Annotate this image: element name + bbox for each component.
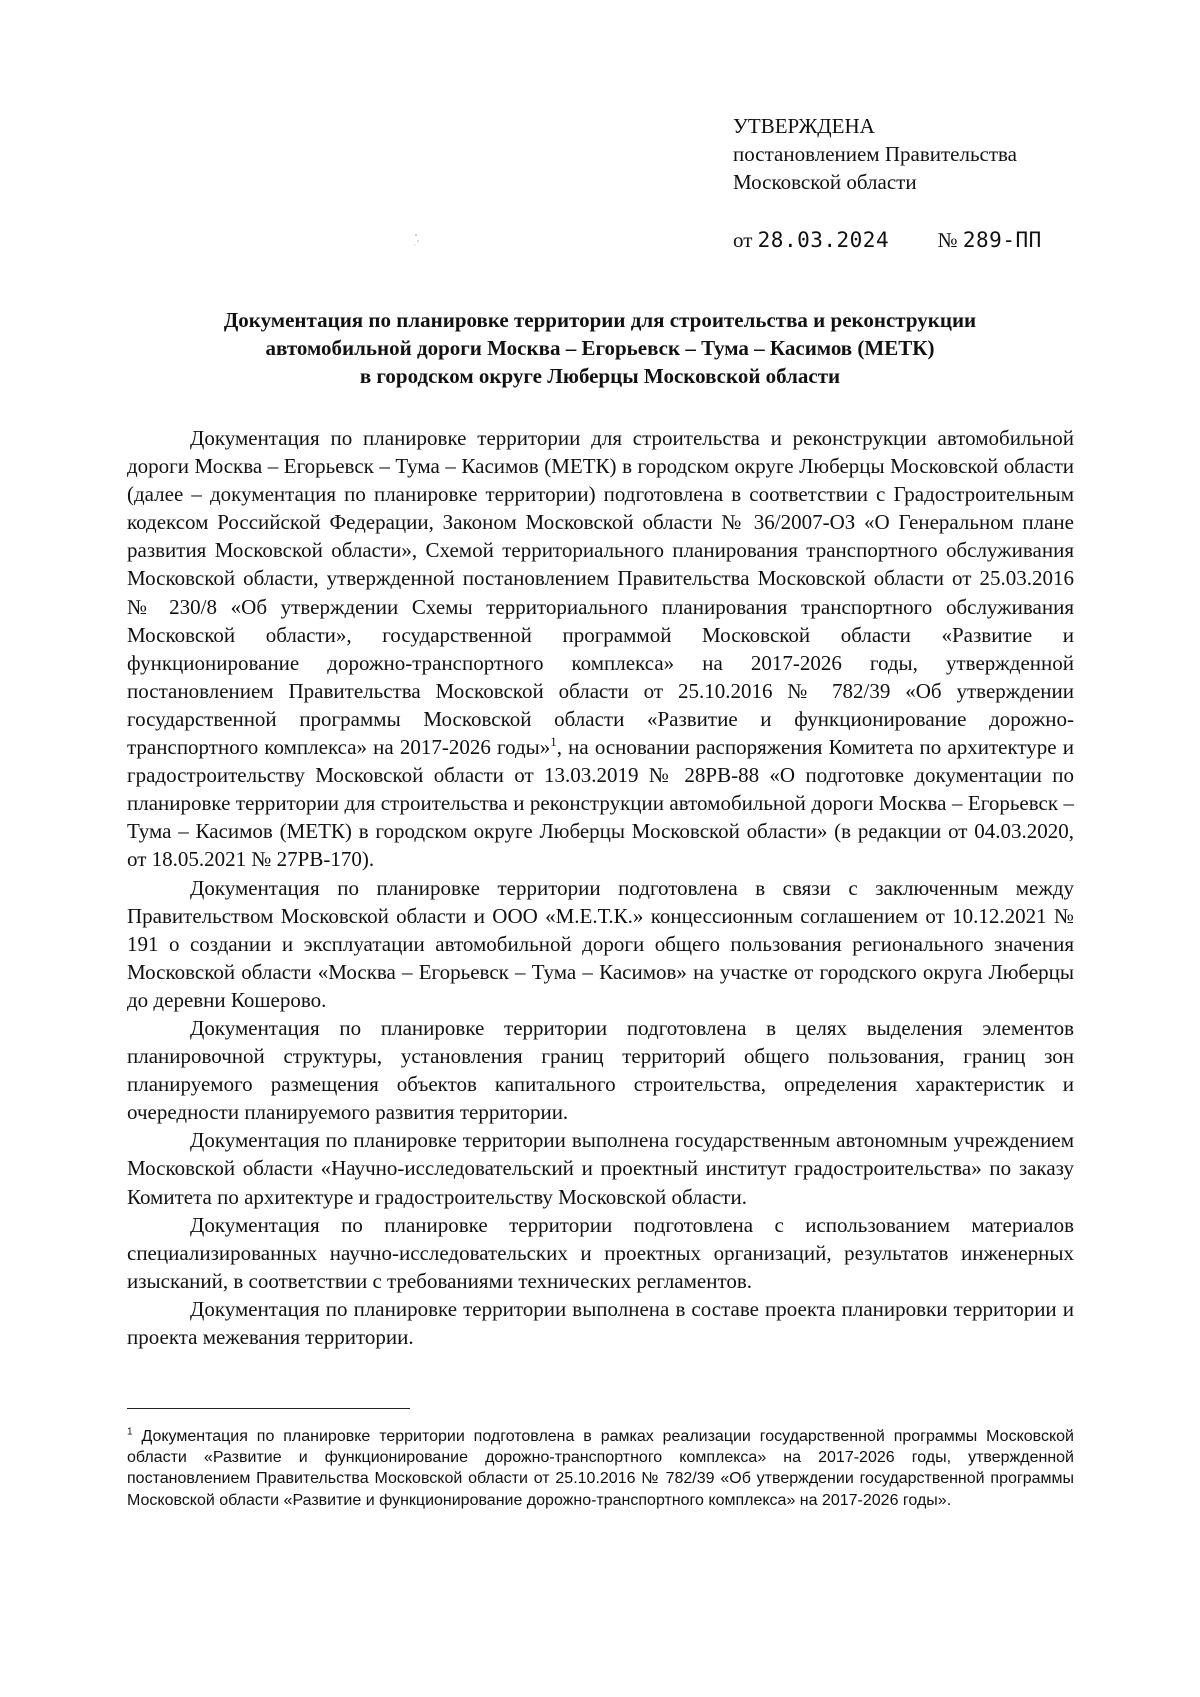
document-title [130,306,1070,390]
paragraph-6: Документация по планировке территории выполнена в составе проекта планировки территории и проекта межевания территории. [127,1296,1074,1349]
paragraph-3: Документация по планировке территории подготовлена в целях выделения элементов планировочной структуры, установления границ территорий общего пользования, границ зон планируемого размещения объектов капитального строительства, определения характеристик и очередности планируемого развития территории. [127,1015,1074,1125]
date-prefix: от [733,228,753,252]
approval-number: 289-ПП [962,228,1042,252]
title-line-2: автомобильной дороги Москва – Егорьевск – Тума – Касимов (МЕТК) [265,336,935,360]
title-line-1: Документация по планировке территории для строительства и реконструкции [223,308,977,332]
footnote-reference: 1 [550,734,557,750]
approval-block [733,112,1017,196]
footnote-mark: 1 [127,1426,133,1438]
paragraph-1-part-b: , на основании распоряжения Комитета по архитектуре и градостроительству Московской области от 13.03.2019 № 28РВ-88 «О подготовке документации по планировке территории для строительства и реконструкции автомобильной дороги Москва – Егорьевск – Тума – Касимов (МЕТК) в городском округе Люберцы Московской области» (в редакции от 04.03.2020, от 18.05.2021 № 27РВ-170). [127,735,1074,872]
title-line-3: в городском округе Люберцы Московской области [359,364,841,388]
paragraph-5: Документация по планировке территории подготовлена с использованием материалов специализированных научно-исследовательских и проектных организаций, результатов инженерных изысканий, в соответствии с требованиями технических регламентов. [127,1212,1074,1293]
scan-speck [413,233,421,247]
footnote-text: Документация по планировке территории подготовлена в рамках реализации государственной программы Московской области «Развитие и функционирование дорожно-транспортного комплекса» на 2017-2026 годы, утвержденной постановлением Правительства Московской области от 25.10.2016 № 782/39 «Об утверждении государственной программы Московской области «Развитие и функционирование дорожно-транспортного комплекса» на 2017-2026 годы». [127,1428,1074,1509]
paragraph-1 [127,424,1074,874]
approval-date-line [733,228,1042,253]
paragraph-4: Документация по планировке территории выполнена государственным автономным учреждением Московской области «Научно-исследовательский и проектный институт градостроительства» по заказу Комитета по архитектуре и градостроительству Московской области. [127,1128,1074,1209]
approval-date: 28.03.2024 [757,228,890,252]
approval-heading: УТВЕРЖДЕНА [733,114,875,138]
approval-region: Московской области [733,170,917,194]
paragraph-1-part-a: Документация по планировке территории для строительства и реконструкции автомобильной дороги Москва – Егорьевск – Тума – Касимов (МЕТК) в городском округе Люберцы Московской области (далее – документация по планировке территории) подготовлена в соответствии с Градостроительным кодексом Российской Федерации, Законом Московской области № 36/2007-ОЗ «О Генеральном плане развития Московской области», Схемой территориального планирования транспортного обслуживания Московской области, утвержденной постановлением Правительства Московской области от 25.03.2016 № 230/8 «Об утверждении Схемы территориального планирования транспортного обслуживания Московской области», государственной программой Московской области «Развитие и функционирование дорожно-транспортного комплекса» на 2017-2026 годы, утвержденной постановлением Правительства Московской области от 25.10.2016 № 782/39 «Об утверждении государственной программы Московской области «Развитие и функционирование дорожно-транспортного комплекса» на 2017-2026 годы» [127,426,1074,760]
number-sign: № [937,228,958,252]
footnote [127,1426,1074,1511]
document-body [127,424,1074,1351]
footnote-divider [127,1408,410,1409]
approval-authority: постановлением Правительства [733,142,1018,166]
paragraph-2: Документация по планировке территории подготовлена в связи с заключенным между Правительством Московской области и ООО «М.Е.Т.К.» концессионным соглашением от 10.12.2021 № 191 о создании и эксплуатации автомобильной дороги общего пользования регионального значения Московской области «Москва – Егорьевск – Тума – Касимов» на участке от городского округа Люберцы до деревни Кошерово. [127,875,1074,1012]
